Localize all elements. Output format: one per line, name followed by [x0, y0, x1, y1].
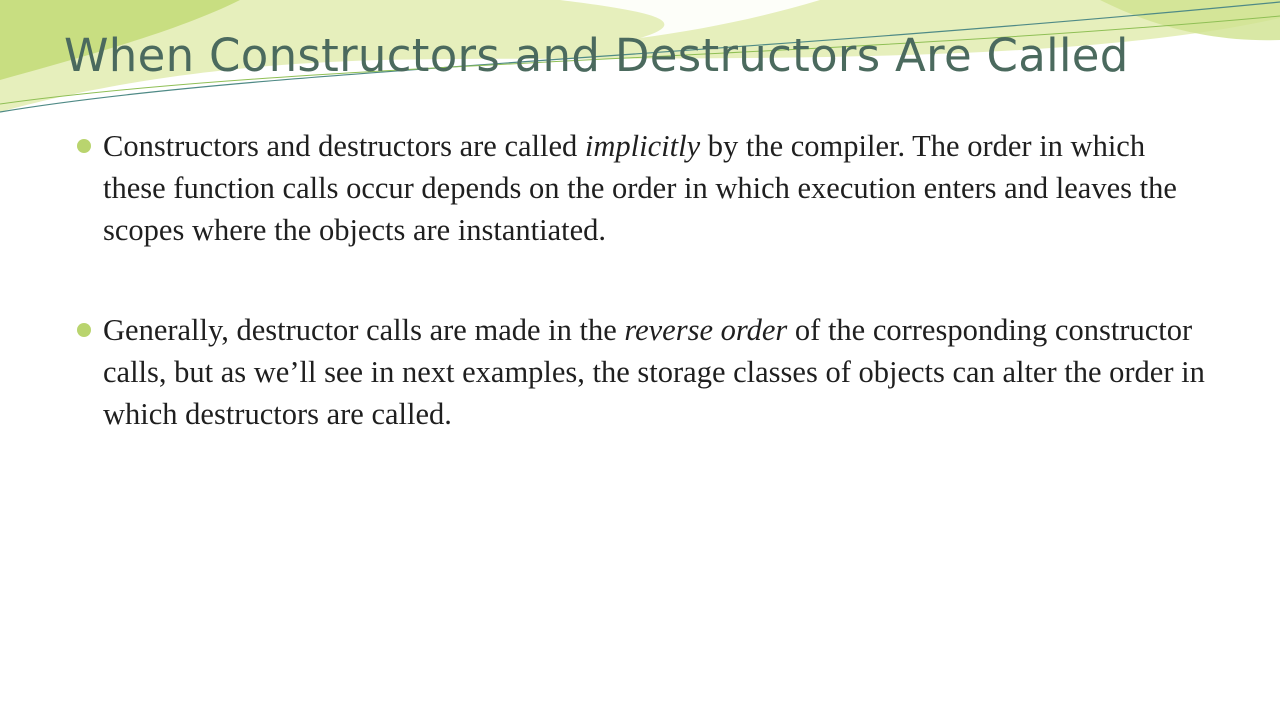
bullet-dot-icon: [77, 139, 91, 153]
bullet-text-end: of the corresponding constructor calls, but as we’ll see in next examples, the storage classes of objects can alter the order in which destructors are called.: [103, 313, 1205, 431]
bullet-list: [103, 125, 1213, 493]
bullet-item: [103, 125, 1213, 251]
bullet-dot-icon: [77, 323, 91, 337]
bullet-emphasis: implicitly: [584, 129, 701, 163]
bullet-text-start: Generally, destructor calls are made in the: [103, 313, 625, 347]
bullet-item: [103, 309, 1213, 435]
bullet-emphasis: reverse order: [624, 313, 788, 347]
bullet-text-start: Constructors and destructors are called: [103, 129, 585, 163]
slide-title: When Constructors and Destructors Are Called: [64, 29, 1129, 82]
bullet-text-end: by the compiler. The order in which these function calls occur depends on the order in which execution enters and leaves the scopes where the objects are instantiated.: [103, 129, 1177, 247]
